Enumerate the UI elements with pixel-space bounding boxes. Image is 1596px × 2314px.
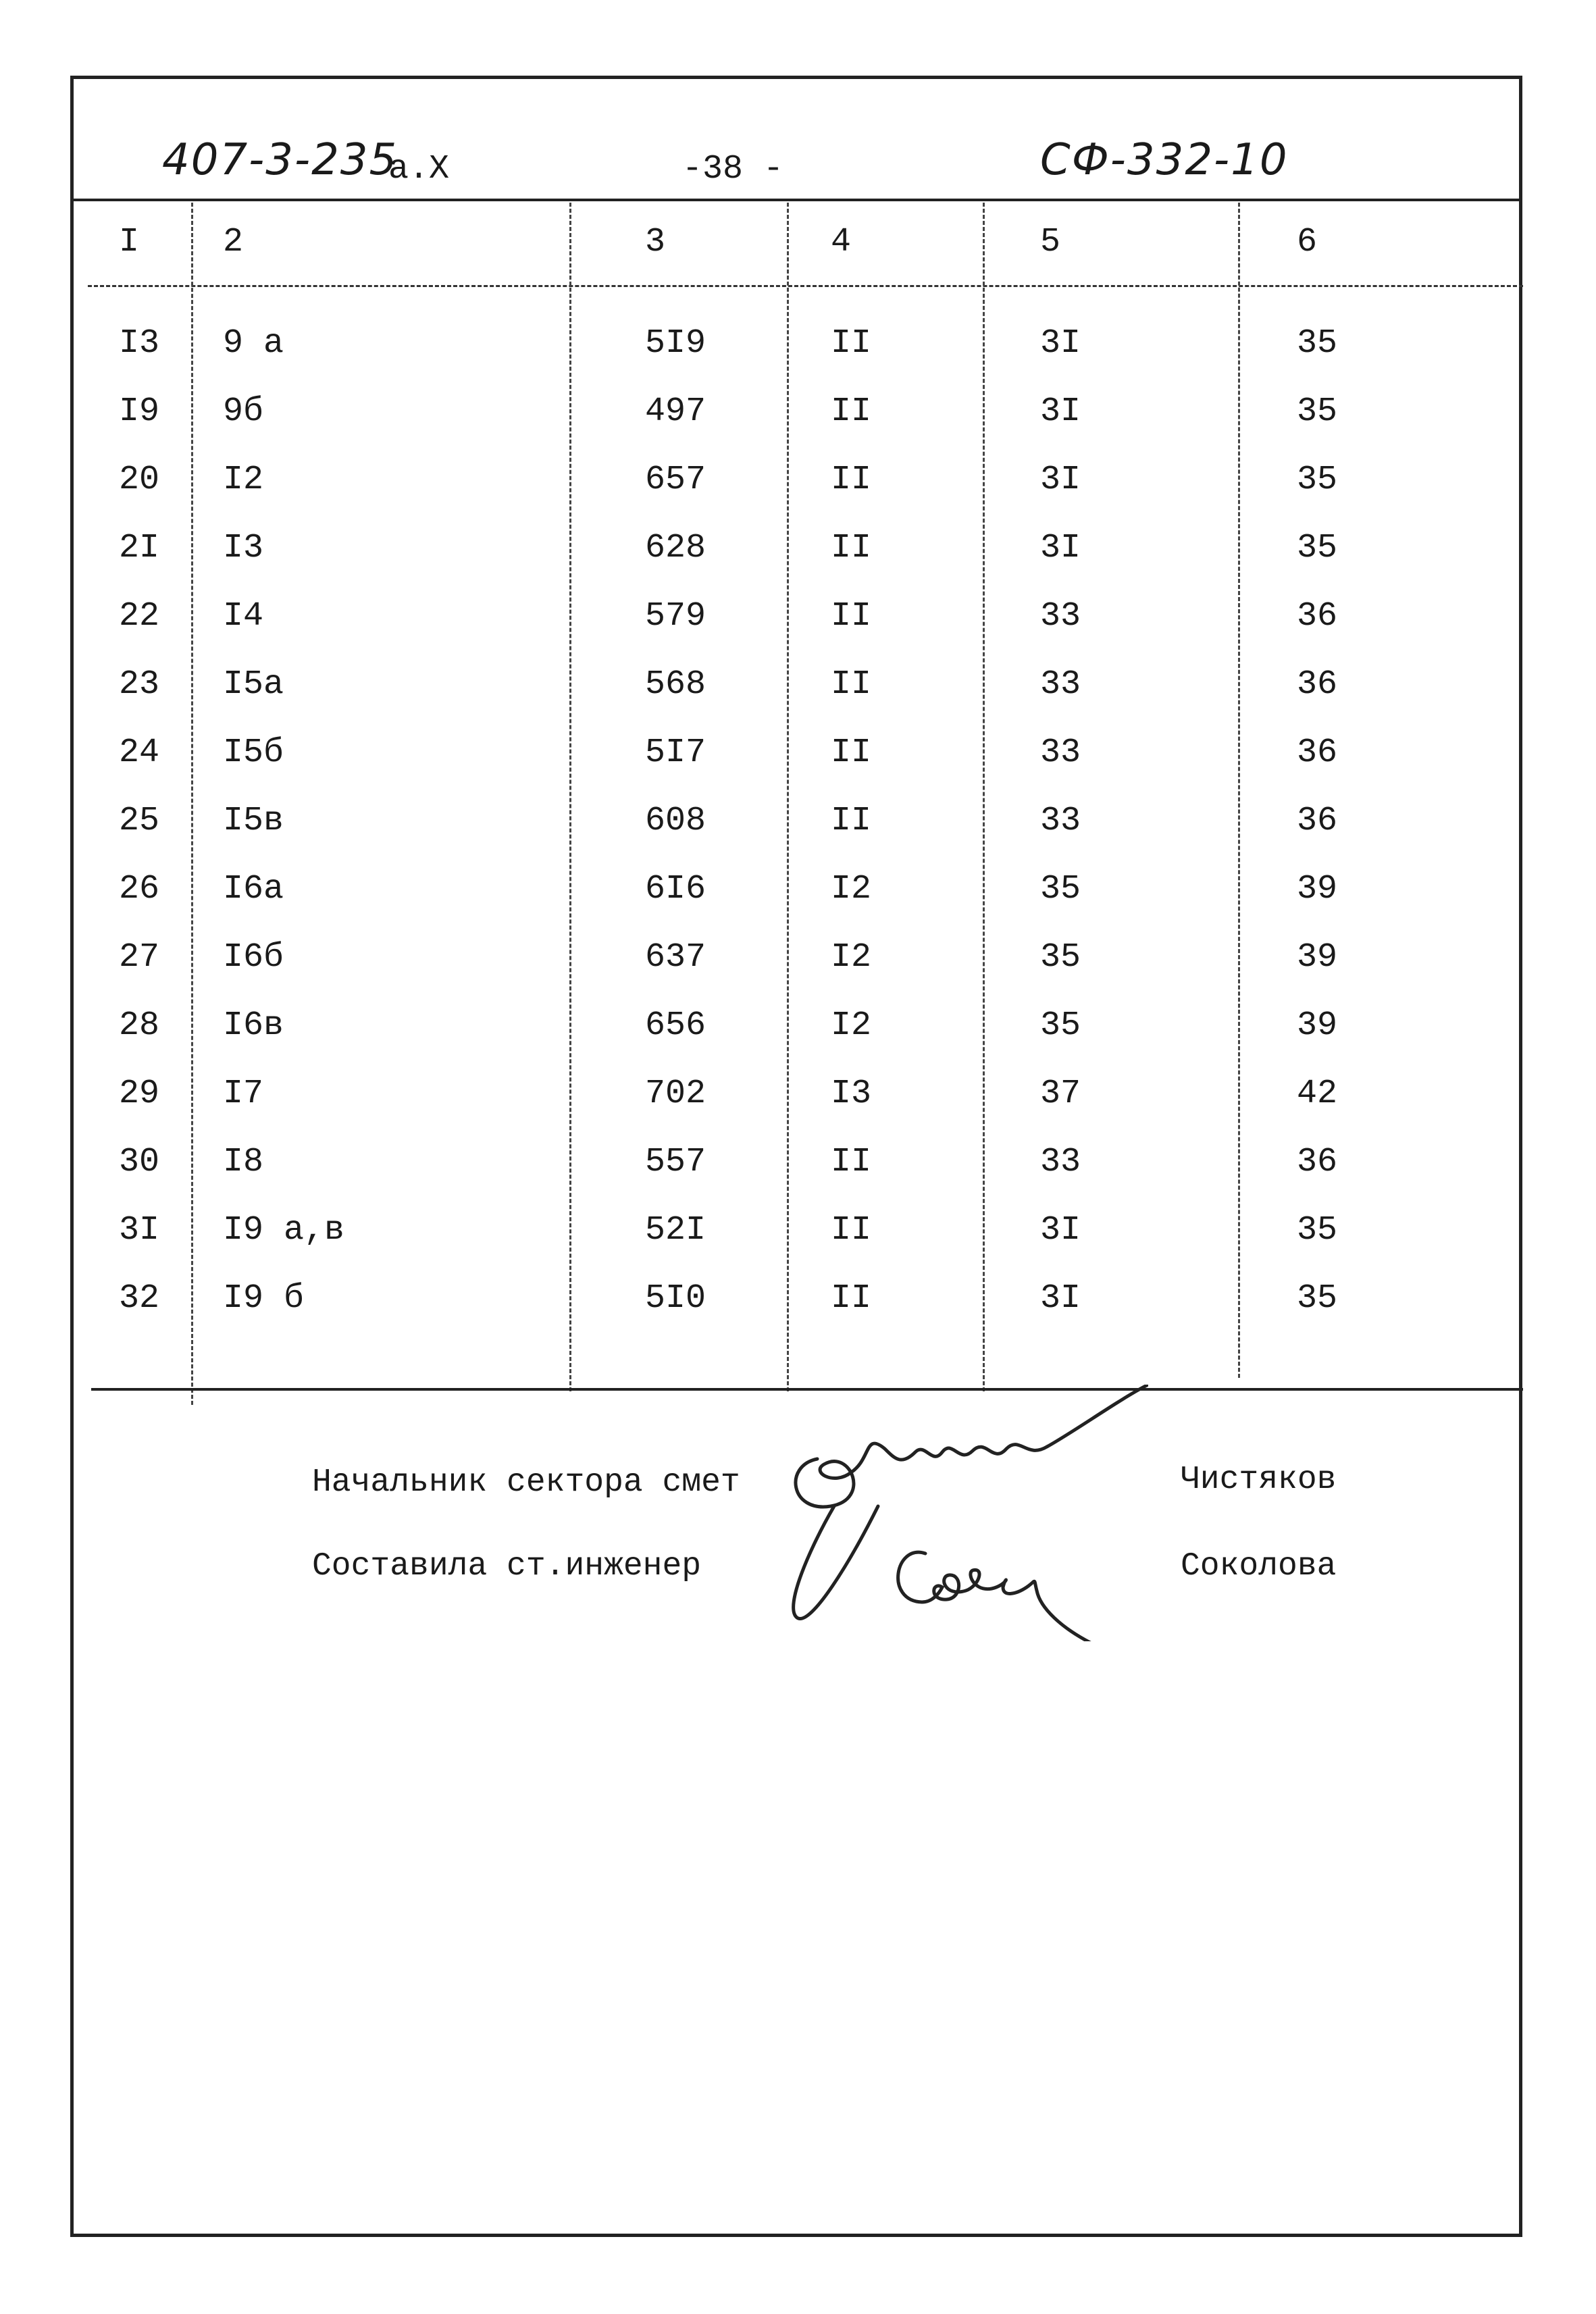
cell: 36	[1297, 597, 1338, 636]
cell: 6I6	[645, 870, 706, 908]
page-number: -38 -	[682, 150, 784, 188]
cell: 608	[645, 802, 706, 840]
table-row	[0, 734, 1596, 801]
cell: 30	[119, 1143, 160, 1181]
cell: 42	[1297, 1075, 1338, 1113]
cell: 33	[1040, 802, 1081, 840]
cell: 52I	[645, 1211, 706, 1250]
column-header-5: 5	[1040, 223, 1061, 261]
cell: 702	[645, 1075, 706, 1113]
cell: 637	[645, 938, 706, 977]
cell: I2	[831, 1006, 872, 1045]
cell: 39	[1297, 870, 1338, 908]
cell: I6а	[223, 870, 284, 908]
cell: 36	[1297, 665, 1338, 704]
sheet-code: СФ-332-10	[1040, 135, 1289, 185]
cell: 25	[119, 802, 160, 840]
cell: 3I	[1040, 324, 1081, 363]
cell: II	[831, 597, 872, 636]
document-code-suffix: а.Х	[388, 150, 450, 188]
cell: II	[831, 802, 872, 840]
cell: I9	[119, 392, 160, 431]
table-row	[0, 1075, 1596, 1142]
cell: 3I	[1040, 392, 1081, 431]
cell: I5в	[223, 802, 284, 840]
signature-title-2: Составила ст.инженер	[312, 1548, 702, 1585]
cell: 3I	[119, 1211, 160, 1250]
cell: 656	[645, 1006, 706, 1045]
cell: 39	[1297, 938, 1338, 977]
cell: 24	[119, 734, 160, 772]
cell: 39	[1297, 1006, 1338, 1045]
cell: II	[831, 1143, 872, 1181]
cell: 35	[1040, 1006, 1081, 1045]
cell: 36	[1297, 1143, 1338, 1181]
cell: I6б	[223, 938, 284, 977]
cell: I8	[223, 1143, 264, 1181]
header-separator	[88, 285, 1523, 289]
cell: 3I	[1040, 1279, 1081, 1318]
column-header-4: 4	[831, 223, 852, 261]
cell: 33	[1040, 734, 1081, 772]
cell: 22	[119, 597, 160, 636]
cell: 35	[1297, 529, 1338, 567]
cell: II	[831, 734, 872, 772]
cell: I2	[223, 461, 264, 499]
column-header-6: 6	[1297, 223, 1318, 261]
cell: 35	[1297, 324, 1338, 363]
cell: 657	[645, 461, 706, 499]
cell: 35	[1297, 392, 1338, 431]
cell: 628	[645, 529, 706, 567]
table-row	[0, 870, 1596, 937]
table-row	[0, 665, 1596, 733]
cell: 5I7	[645, 734, 706, 772]
cell: I4	[223, 597, 264, 636]
signature-name-1: Чистяков	[1181, 1462, 1337, 1498]
table-row	[0, 324, 1596, 392]
table-row	[0, 938, 1596, 1006]
cell: 579	[645, 597, 706, 636]
cell: 32	[119, 1279, 160, 1318]
cell: I5а	[223, 665, 284, 704]
cell: 9б	[223, 392, 264, 431]
cell: II	[831, 461, 872, 499]
cell: 37	[1040, 1075, 1081, 1113]
cell: II	[831, 324, 872, 363]
cell: 23	[119, 665, 160, 704]
column-header-2: 2	[223, 223, 244, 261]
cell: I5б	[223, 734, 284, 772]
column-header-3: 3	[645, 223, 666, 261]
cell: II	[831, 392, 872, 431]
cell: 9 а	[223, 324, 284, 363]
cell: 35	[1297, 1279, 1338, 1318]
cell: 35	[1297, 1211, 1338, 1250]
cell: 33	[1040, 597, 1081, 636]
table-row	[0, 802, 1596, 869]
table-row	[0, 597, 1596, 665]
table-row	[0, 1211, 1596, 1279]
table-row	[0, 1279, 1596, 1347]
cell: 35	[1040, 870, 1081, 908]
cell: 2I	[119, 529, 160, 567]
cell: I9 а,в	[223, 1211, 345, 1250]
cell: 3I	[1040, 529, 1081, 567]
cell: I7	[223, 1075, 264, 1113]
table-row	[0, 1006, 1596, 1074]
cell: I3	[223, 529, 264, 567]
cell: 557	[645, 1143, 706, 1181]
column-header-1: I	[119, 223, 140, 261]
table-row	[0, 461, 1596, 528]
cell: 36	[1297, 802, 1338, 840]
cell: 33	[1040, 1143, 1081, 1181]
cell: II	[831, 665, 872, 704]
cell: 5I9	[645, 324, 706, 363]
cell: I6в	[223, 1006, 284, 1045]
cell: I2	[831, 870, 872, 908]
cell: I9 б	[223, 1279, 305, 1318]
header-rule	[70, 199, 1522, 201]
cell: 3I	[1040, 1211, 1081, 1250]
cell: 33	[1040, 665, 1081, 704]
cell: I3	[831, 1075, 872, 1113]
cell: 568	[645, 665, 706, 704]
cell: II	[831, 1279, 872, 1318]
cell: 3I	[1040, 461, 1081, 499]
cell: II	[831, 1211, 872, 1250]
cell: I3	[119, 324, 160, 363]
cell: II	[831, 529, 872, 567]
signature-title-1: Начальник сектора смет	[312, 1464, 740, 1501]
cell: 26	[119, 870, 160, 908]
handwritten-signatures	[770, 1385, 1148, 1641]
cell: 35	[1297, 461, 1338, 499]
table-row	[0, 1143, 1596, 1210]
cell: 27	[119, 938, 160, 977]
table-row	[0, 529, 1596, 596]
cell: 20	[119, 461, 160, 499]
table-row	[0, 392, 1596, 460]
signature-name-2: Соколова	[1181, 1548, 1337, 1585]
cell: 497	[645, 392, 706, 431]
document-code: 407-3-235	[162, 135, 398, 185]
cell: 5I0	[645, 1279, 706, 1318]
cell: 28	[119, 1006, 160, 1045]
cell: I2	[831, 938, 872, 977]
cell: 36	[1297, 734, 1338, 772]
cell: 35	[1040, 938, 1081, 977]
cell: 29	[119, 1075, 160, 1113]
